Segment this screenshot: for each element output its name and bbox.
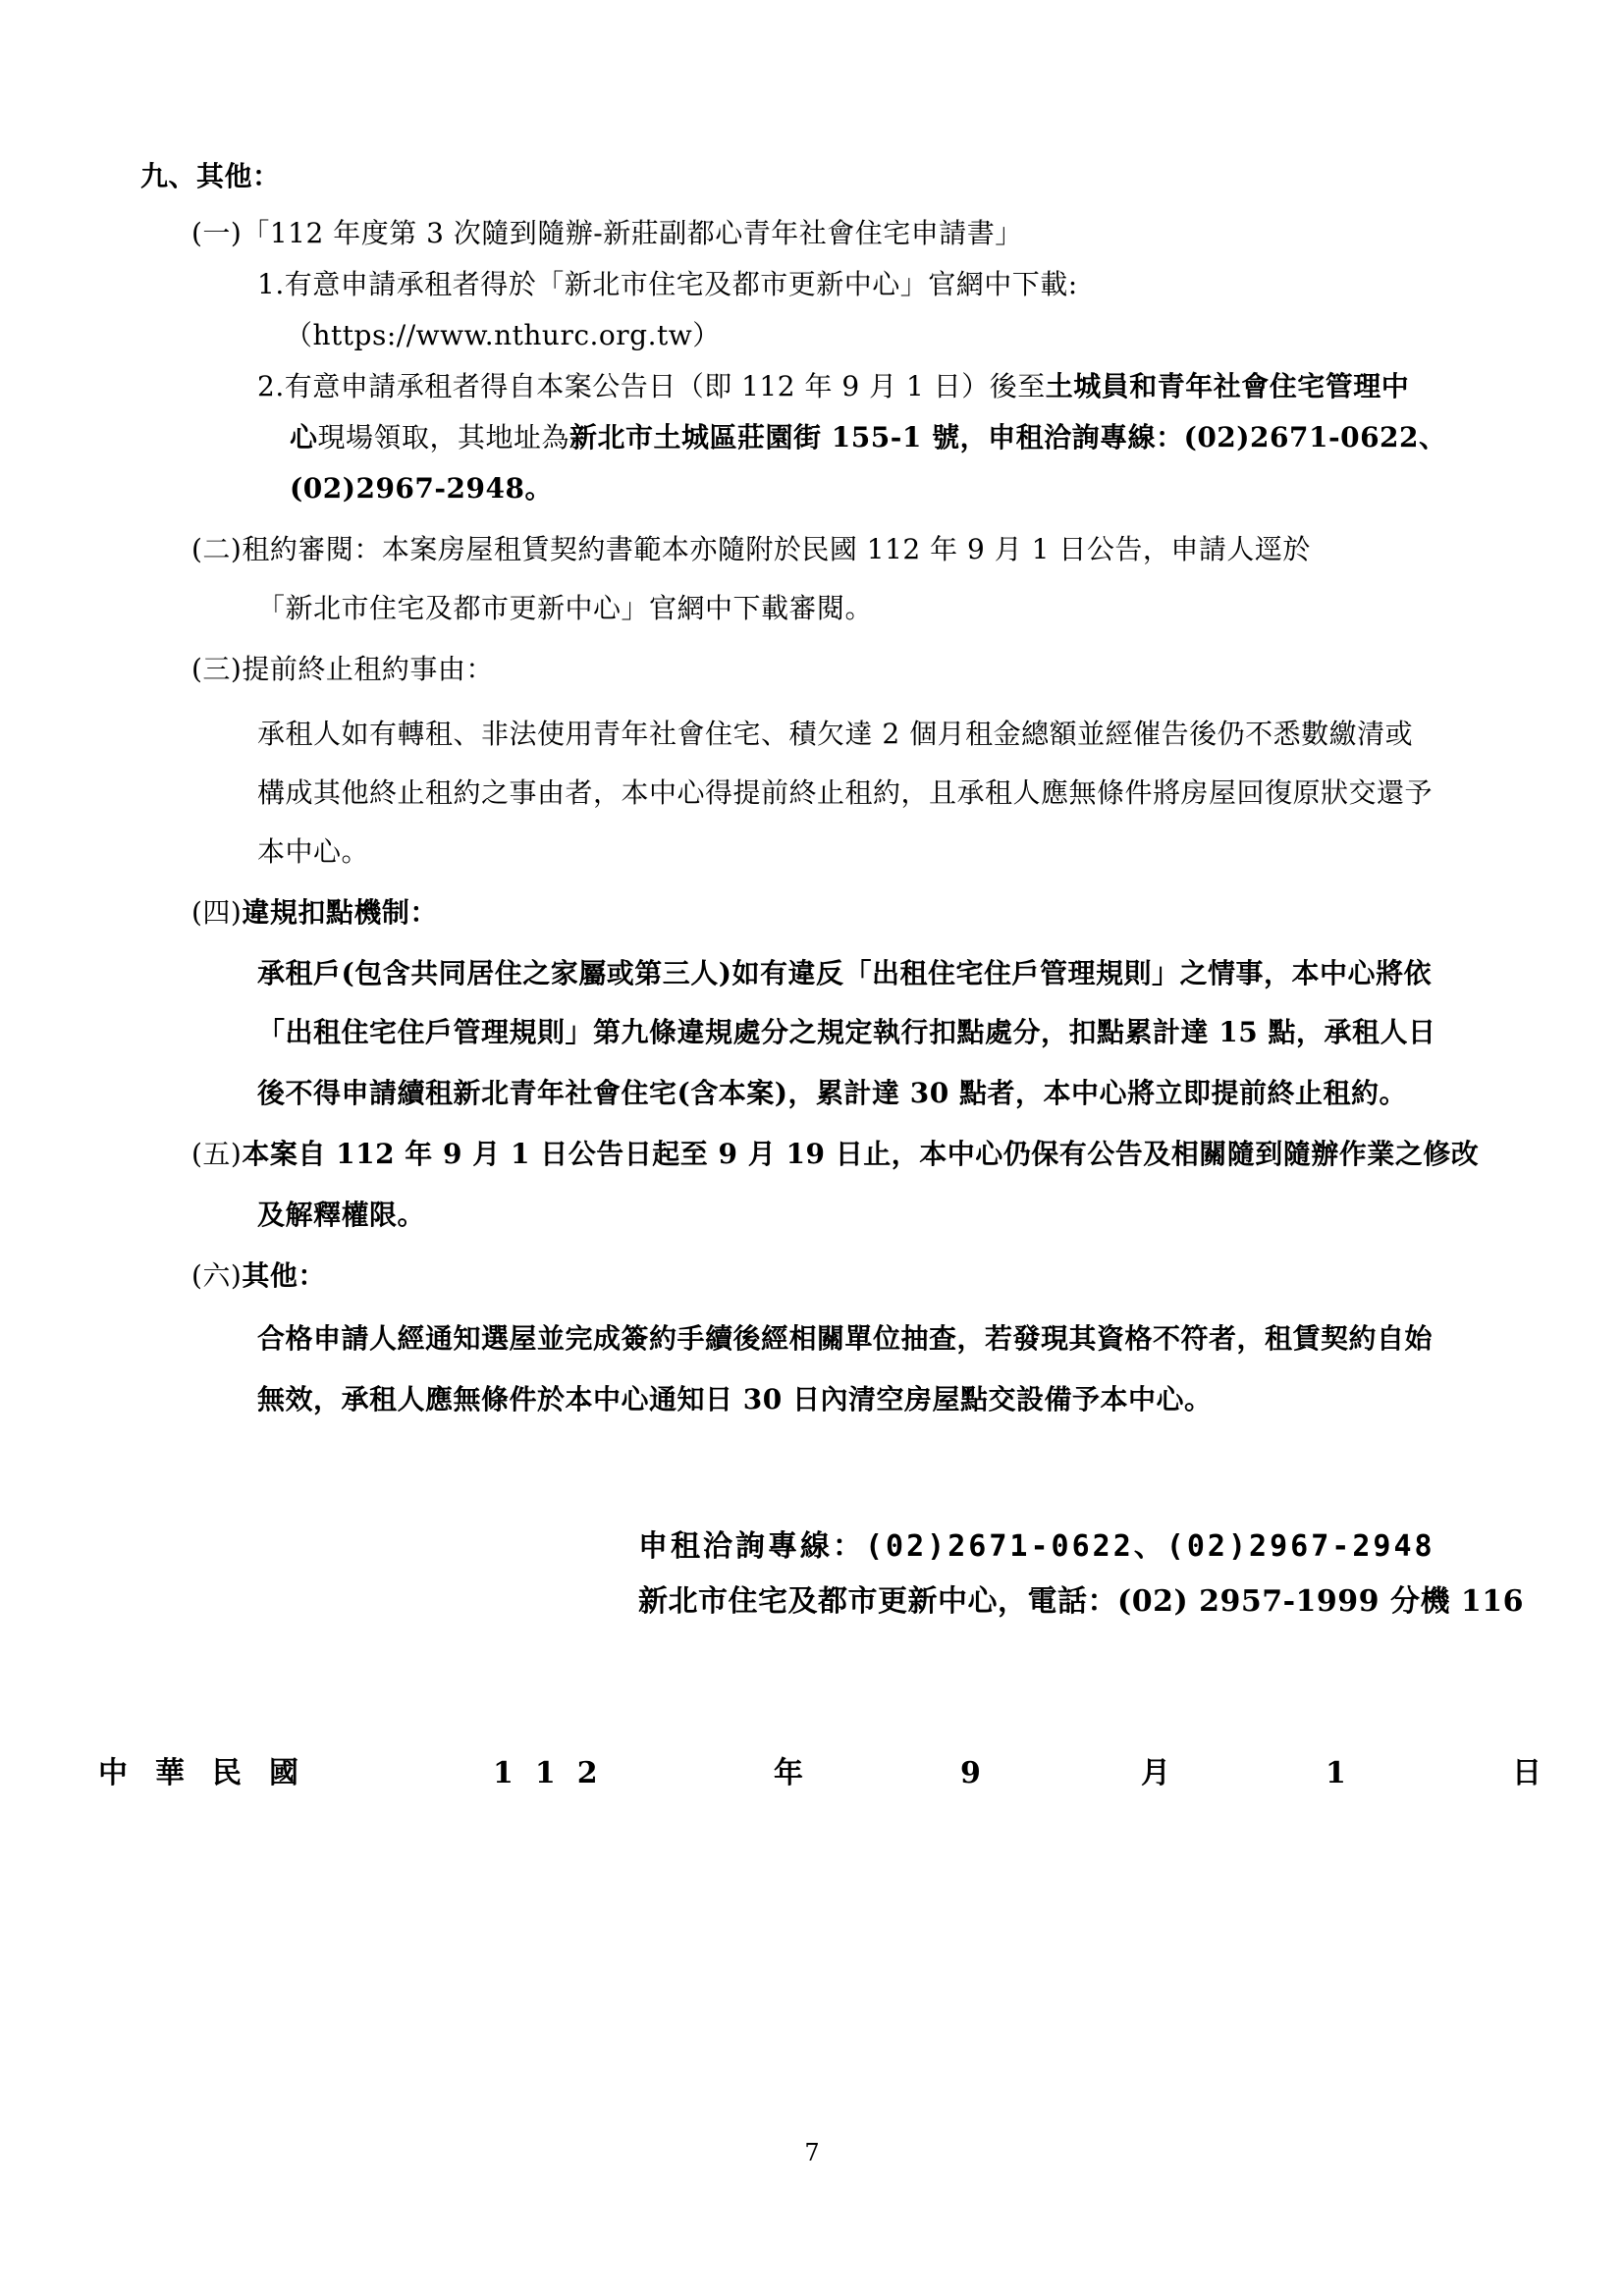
item-2-line-2: 「新北市住宅及都市更新中心」官網中下載審閱。 bbox=[257, 592, 874, 624]
item-1-sub-2-text: 2.有意申請承租者得自本案公告日（即 112 年 9 月 1 日）後至 bbox=[257, 370, 1046, 402]
date-year-unit: 年 bbox=[774, 1756, 803, 1790]
item-5-line-2: 及解釋權限。 bbox=[257, 1199, 426, 1231]
item-6-heading: 其他： bbox=[242, 1259, 326, 1292]
item-4-prefix: (四) bbox=[191, 896, 243, 929]
item-4-line-3: 後不得申請續租新北青年社會住宅(含本案)，累計達 30 點者，本中心將立即提前終止租約。 bbox=[257, 1077, 1407, 1109]
item-5-line-1: 本案自 112 年 9 月 1 日公告日起至 9 月 19 日止，本中心仍保有公告及相關隨到隨辦作業之修改 bbox=[242, 1138, 1480, 1170]
management-center-name-end: 心 bbox=[290, 421, 318, 454]
item-6-heading-row bbox=[191, 1256, 326, 1296]
date-day-unit: 日 bbox=[1512, 1756, 1542, 1790]
item-4-line-2: 「出租住宅住戶管理規則」第九條違規處分之規定執行扣點處分，扣點累計達 15 點，承租人日 bbox=[257, 1016, 1436, 1048]
item-6-prefix: (六) bbox=[191, 1259, 243, 1292]
contact-center-phone: 新北市住宅及都市更新中心，電話：(02) 2957-1999 分機 116 bbox=[638, 1584, 1525, 1619]
item-1-sub-2-line-3: (02)2967-2948。 bbox=[290, 472, 553, 505]
item-3-line-1: 承租人如有轉租、非法使用青年社會住宅、積欠達 2 個月租金總額並經催告後仍不悉數繳清或 bbox=[257, 718, 1414, 750]
address-and-hotline: 新北市土城區莊園街 155-1 號，申租洽詢專線：(02)2671-0622、 bbox=[569, 421, 1447, 454]
item-1-sub-2-line-1 bbox=[257, 367, 1409, 406]
item-5-line-1-row bbox=[191, 1135, 1479, 1174]
item-3-heading: (三)提前終止租約事由： bbox=[191, 653, 494, 685]
issue-date bbox=[98, 1749, 1542, 1798]
date-year: 112 bbox=[493, 1756, 620, 1790]
item-3-line-2: 構成其他終止租約之事由者，本中心得提前終止租約，且承租人應無條件將房屋回復原狀交還予 bbox=[257, 776, 1434, 809]
item-1-sub-2-text-2: 現場領取，其地址為 bbox=[317, 421, 570, 454]
item-4-line-1: 承租戶(包含共同居住之家屬或第三人)如有違反「出租住宅住戶管理規則」之情事，本中心將依 bbox=[257, 957, 1433, 989]
contact-hotline: 申租洽詢專線：(02)2671-0622、(02)2967-2948 bbox=[638, 1529, 1435, 1564]
item-5-prefix: (五) bbox=[191, 1138, 243, 1170]
item-6-line-2: 無效，承租人應無條件於本中心通知日 30 日內清空房屋點交設備予本中心。 bbox=[257, 1383, 1213, 1415]
date-month: 9 bbox=[960, 1756, 981, 1790]
item-1-sub-2-line-2 bbox=[290, 418, 1447, 457]
date-month-unit: 月 bbox=[1141, 1756, 1170, 1790]
item-3-line-3: 本中心。 bbox=[257, 835, 370, 868]
item-1-sub-1-line-1: 1.有意申請承租者得於「新北市住宅及都市更新中心」官網中下載: bbox=[257, 268, 1078, 300]
management-center-name: 土城員和青年社會住宅管理中 bbox=[1045, 370, 1410, 402]
page-number: 7 bbox=[804, 2139, 820, 2166]
item-6-line-1: 合格申請人經通知選屋並完成簽約手續後經相關單位抽查，若發現其資格不符者，租賃契約自始 bbox=[257, 1322, 1434, 1355]
item-4-heading-row bbox=[191, 893, 438, 933]
section-title: 九、其他： bbox=[140, 160, 281, 192]
item-2-line-1: (二)租約審閱：本案房屋租賃契約書範本亦隨附於民國 112 年 9 月 1 日公告，申請人逕於 bbox=[191, 533, 1311, 565]
date-era: 中華民國 bbox=[98, 1756, 326, 1790]
date-day: 1 bbox=[1326, 1756, 1346, 1790]
item-4-heading: 違規扣點機制： bbox=[242, 896, 438, 929]
item-1-heading: (一)「112 年度第 3 次隨到隨辦-新莊副都心青年社會住宅申請書」 bbox=[191, 217, 1023, 249]
item-1-sub-1-url: （https://www.nthurc.org.tw） bbox=[285, 319, 721, 351]
